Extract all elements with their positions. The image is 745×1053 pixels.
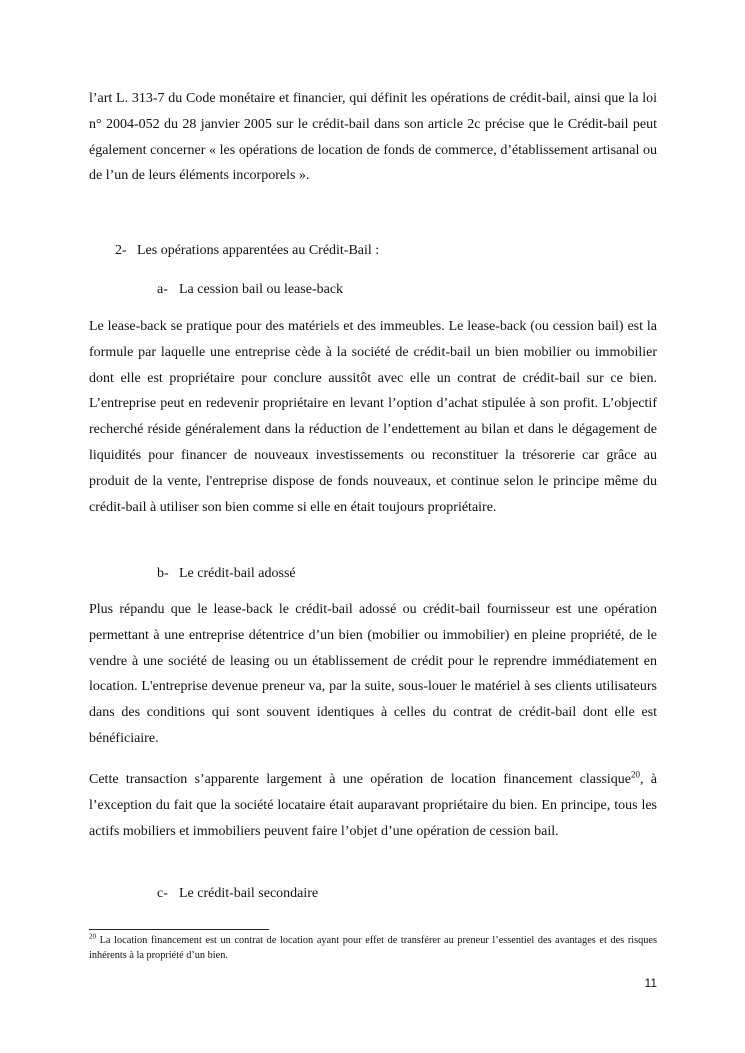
subsection-heading-b	[157, 564, 296, 584]
footnote-number: 20	[89, 932, 96, 941]
subsection-number: b-	[157, 566, 169, 581]
footnote	[89, 934, 657, 963]
footnote-text: La location financement est un contrat de location ayant pour effet de transférer au preneur l’essentiel des avantages et des risques inhérents à la propriété d’un bien.	[89, 935, 657, 961]
page-number: 11	[644, 976, 657, 990]
lease-back-paragraph: Le lease-back se pratique pour des matériels et des immeubles. Le lease-back (ou cession bail) est la formule par laquelle une entreprise cède à la société de crédit-bail un bien mobilier ou immobilier dont elle est propriétaire pour conclure aussitôt avec elle un contrat de crédit-bail sur ce bien. L’entreprise peut en redevenir propriétaire en levant l’option d’achat stipulée à son profit. L’objectif recherché réside généralement dans la réduction de l’endettement au bilan et dans le dégagement de liquidités pour financer de nouveaux investissements ou reconstituer la trésorerie car grâce au produit de la vente, l'entreprise dispose de fonds nouveaux, et continue selon le principe même du crédit-bail à utiliser son bien comme si elle en était toujours propriétaire.	[89, 319, 657, 515]
subsection-title: La cession bail ou lease-back	[179, 282, 344, 297]
subsection-number: c-	[157, 886, 168, 901]
footnote-reference[interactable]: 20	[631, 769, 640, 780]
section-number: 2-	[115, 243, 127, 258]
subsection-title: Le crédit-bail secondaire	[179, 886, 319, 901]
footnote-separator	[89, 929, 269, 930]
section-title: Les opérations apparentées au Crédit-Bail :	[137, 243, 380, 258]
subsection-title: Le crédit-bail adossé	[179, 566, 296, 581]
transaction-text-start: Cette transaction s’apparente largement à une opération de location financement classique	[89, 772, 631, 787]
subsection-heading-a	[157, 280, 343, 300]
intro-paragraph: l’art L. 313-7 du Code monétaire et financier, qui définit les opérations de crédit-bail, ainsi que la loi n° 2004-052 du 28 janvier 2005 sur le crédit-bail dans son article 2c précise que le Crédit-bail peut également concerner « les opérations de location de fonds de commerce, d’établissement artisanal ou de l’un de leurs éléments incorporels ».	[89, 91, 657, 184]
subsection-number: a-	[157, 282, 168, 297]
credit-bail-adosse-paragraph: Plus répandu que le lease-back le crédit-bail adossé ou crédit-bail fournisseur est une opération permettant à une entreprise détentrice d’un bien (mobilier ou immobilier) en pleine propriété, de le vendre à une société de leasing ou un établissement de crédit pour le reprendre immédiatement en location. L'entreprise devenue preneur va, par la suite, sous-louer le matériel à ses clients utilisateurs dans des conditions qui sont souvent identiques à celles du contrat de crédit-bail dont elle est bénéficiaire.	[89, 602, 657, 746]
section-heading	[115, 241, 379, 261]
subsection-heading-c	[157, 884, 318, 904]
transaction-text-end: , à l’exception du fait que la société locataire était auparavant propriétaire du bien. En principe, tous les actifs mobiliers et immobiliers peuvent faire l’objet d’une opération de cession bail.	[89, 772, 657, 839]
transaction-paragraph	[89, 767, 657, 844]
